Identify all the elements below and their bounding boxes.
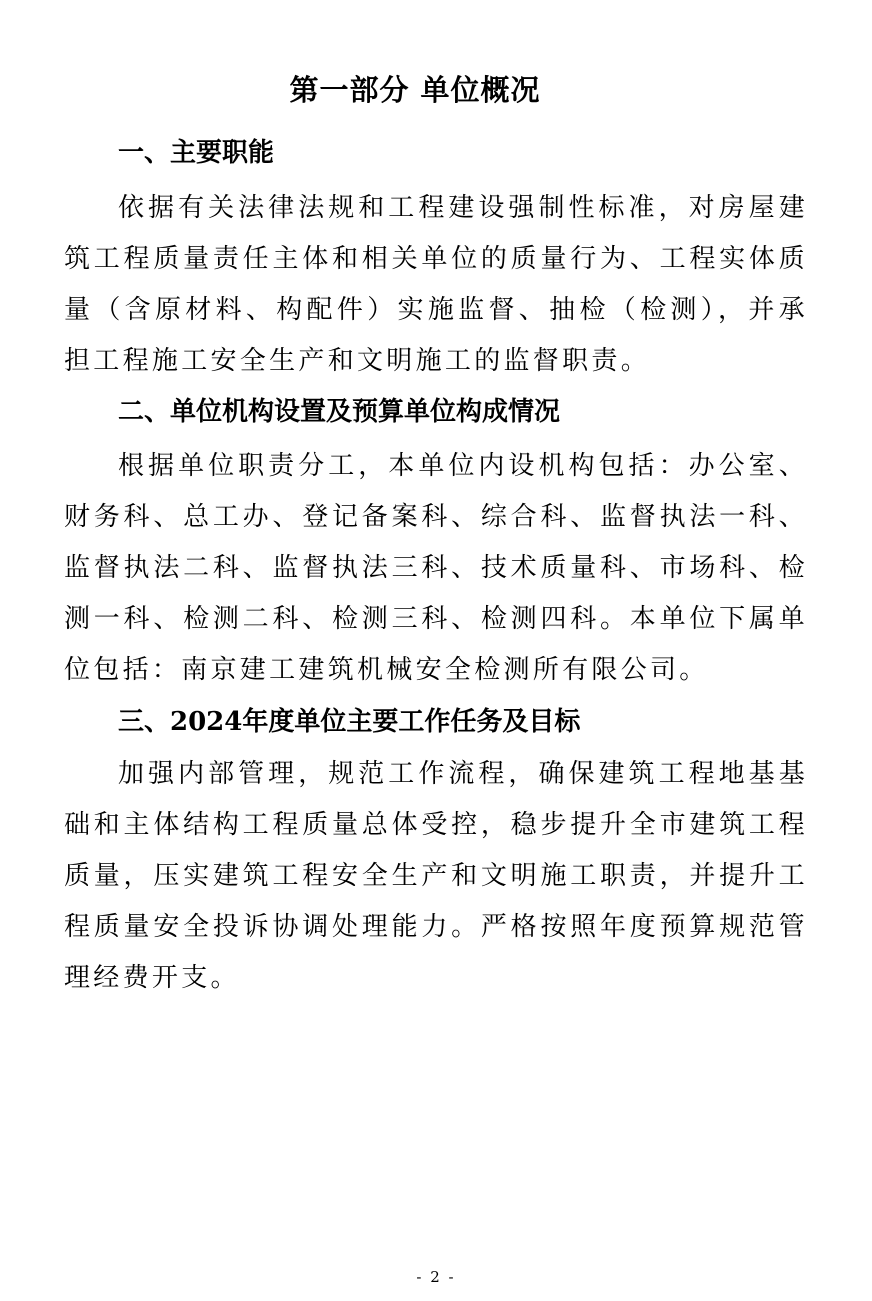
section-heading-annual-tasks: 三、2024年度单位主要工作任务及目标 [118,707,581,737]
page-title: 第一部分 单位概况 [289,73,541,107]
page-number: - 2 - [416,1268,456,1286]
section-heading-main-functions: 一、主要职能 [118,138,275,168]
section-heading-organization: 二、单位机构设置及预算单位构成情况 [118,397,561,427]
section-body-annual-tasks: 加强内部管理，规范工作流程，确保建筑工程地基基础和主体结构工程质量总体受控，稳步提升全市建筑工程质量，压实建筑工程安全生产和文明施工职责，并提升工程质量安全投诉协调处理能力。严格按照年度预算规范管理经费开支。 [64,759,808,993]
section-body-main-functions: 依据有关法律法规和工程建设强制性标准，对房屋建筑工程质量责任主体和相关单位的质量行为、工程实体质量（含原材料、构配件）实施监督、抽检（检测），并承担工程施工安全生产和文明施工的监督职责。 [64,193,808,376]
section-body-organization: 根据单位职责分工，本单位内设机构包括：办公室、财务科、总工办、登记备案科、综合科、监督执法一科、监督执法二科、监督执法三科、技术质量科、市场科、检测一科、检测二科、检测三科、检测四科。本单位下属单位包括：南京建工建筑机械安全检测所有限公司。 [64,451,808,685]
